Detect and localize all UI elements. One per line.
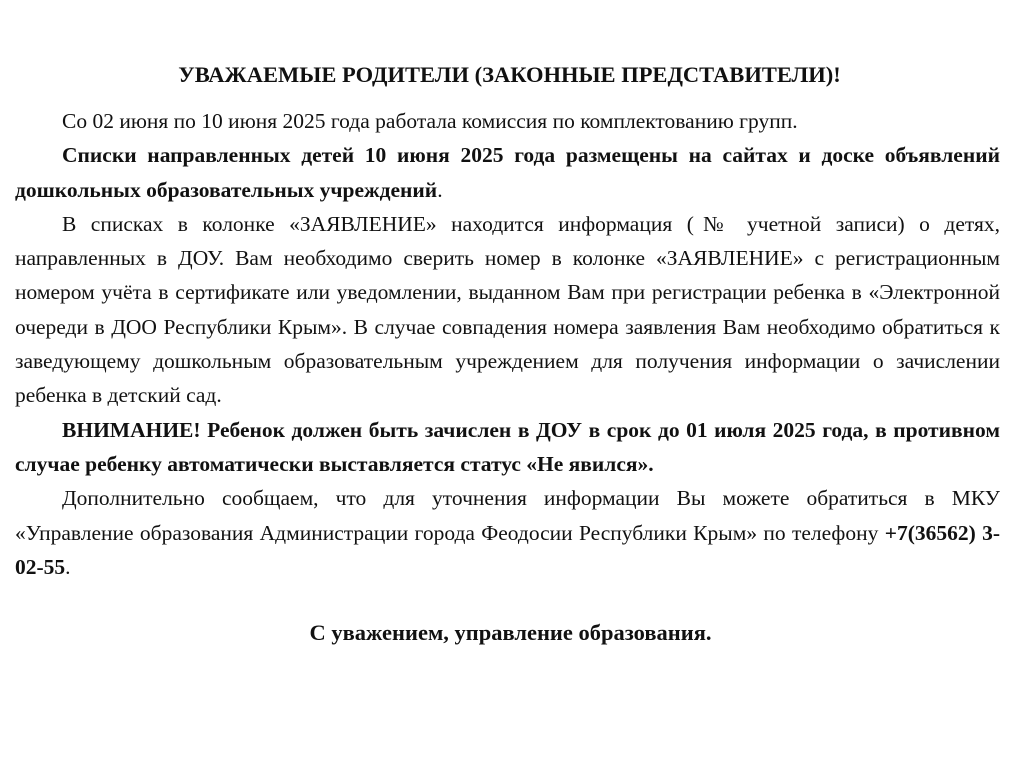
paragraph-instructions-text: В списках в колонке «ЗАЯВЛЕНИЕ» находится информация (№ учетной записи) о детях, направленных в ДОУ. Вам необходимо сверить номер в колонке «ЗАЯВЛЕНИЕ» с регистрационным номером учёта в сертификате или уведомлении, выданном Вам при регистрации ребенка в «Электронной очереди в ДОО Республики Крым». В случае совпадения номера заявления Вам необходимо обратиться к заведующему дошкольным образовательным учреждением для получения информации о зачислении ребенка в детский сад. [15,211,1000,408]
paragraph-warning-text: ВНИМАНИЕ! Ребенок должен быть зачислен в ДОУ в срок до 01 июля 2025 года, в противном случае ребенку автоматически выставляется статус «Не явился». [15,417,1000,476]
paragraph-lists-bold: Списки направленных детей 10 июня 2025 года размещены на сайтах и доске объявлений дошкольных образовательных учреждений [15,143,1000,202]
paragraph-commission-text: Со 02 июня по 10 июня 2025 года работала комиссия по комплектованию групп. [62,109,798,133]
notice-title: УВАЖАЕМЫЕ РОДИТЕЛИ (ЗАКОННЫЕ ПРЕДСТАВИТЕЛИ)! [178,62,841,87]
paragraph-contact [15,481,1000,584]
paragraph-contact-text: Дополнительно сообщаем, что для уточнения информации Вы можете обратиться в МКУ «Управление образования Администрации города Феодосии Республики Крым» по телефону [15,486,1000,545]
paragraph-commission [15,104,1000,138]
paragraph-warning [15,413,1000,482]
paragraph-contact-end: . [65,554,71,579]
closing-signature: С уважением, управление образования. [309,620,712,646]
paragraph-lists-end: . [437,177,443,202]
paragraph-instructions [15,207,1000,413]
paragraph-lists [15,138,1000,207]
contact-phone: +7(36562) 3-02-55 [15,520,1000,579]
